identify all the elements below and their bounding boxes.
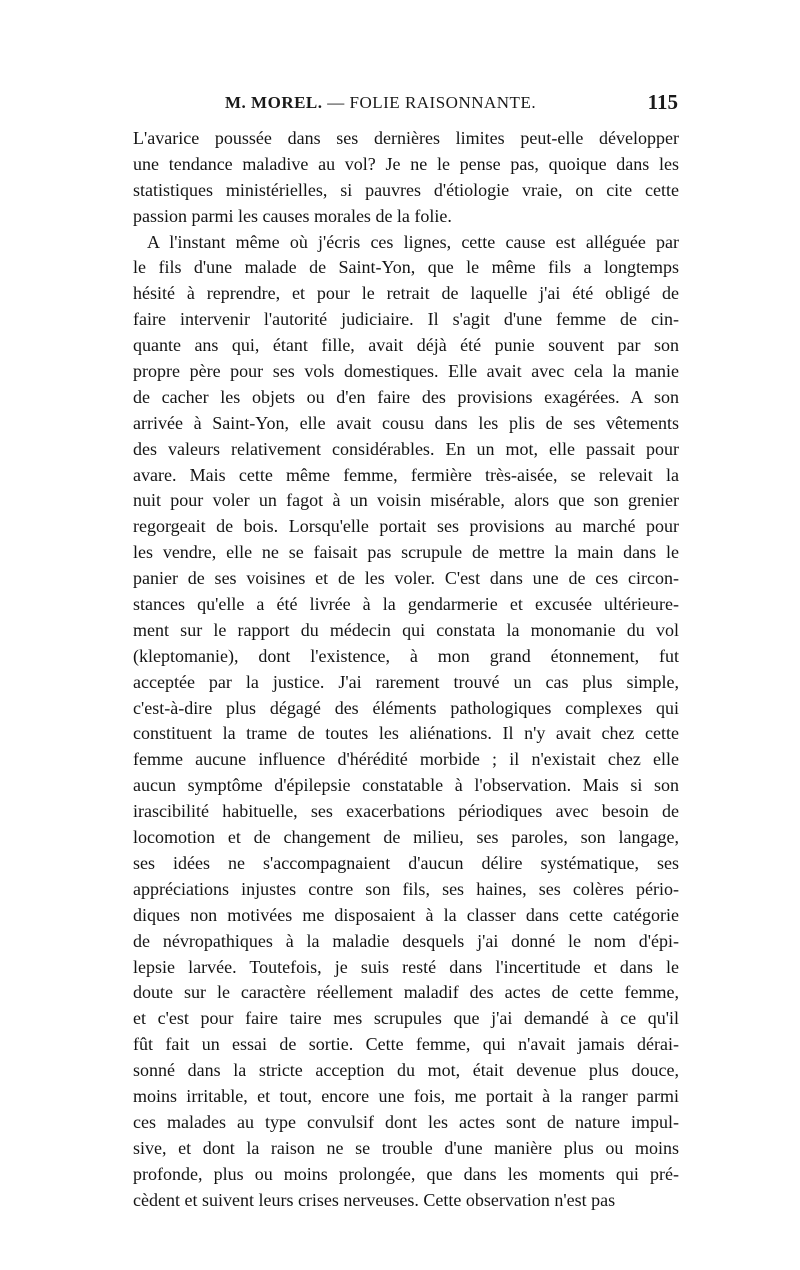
page-number: 115 [647, 90, 678, 114]
text-line: c'est-à-dire plus dégagé des éléments pathologiques complexes qui [133, 697, 679, 718]
header-title: FOLIE RAISONNANTE. [349, 93, 537, 112]
text-line: moins irritable, et tout, encore une fois, me portait à la ranger parmi [133, 1085, 679, 1106]
text-line: panier de ses voisines et de les voler. C'est dans une de ces circon- [133, 568, 679, 589]
text-line: de cacher les objets ou d'en faire des provisions exagérées. A son [133, 386, 679, 407]
text-line: propre père pour ses vols domestiques. Elle avait avec cela la manie [133, 361, 679, 382]
running-header [225, 90, 680, 120]
text-line: nuit pour voler un fagot à un voisin misérable, alors que son grenier [133, 490, 679, 511]
text-line: (kleptomanie), dont l'existence, à mon grand étonnement, fut [133, 645, 679, 666]
body-text [133, 126, 679, 1213]
text-line: de névropathiques à la maladie desquels j'ai donné le nom d'épi- [133, 930, 679, 951]
text-line: acceptée par la justice. J'ai rarement trouvé un cas plus simple, [133, 671, 679, 692]
text-line: doute sur le caractère réellement maladif des actes de cette femme, [133, 982, 679, 1003]
text-line: arrivée à Saint-Yon, elle avait cousu dans les plis de ses vêtements [133, 412, 679, 433]
text-line: statistiques ministérielles, si pauvres d'étiologie vraie, on cite cette [133, 179, 679, 200]
text-line: appréciations injustes contre son fils, ses haines, ses colères pério- [133, 878, 679, 899]
text-line: ment sur le rapport du médecin qui constata la monomanie du vol [133, 619, 679, 640]
text-line: regorgeait de bois. Lorsqu'elle portait ses provisions au marché pour [133, 516, 679, 537]
text-line: sonné dans la stricte acception du mot, était devenue plus douce, [133, 1060, 679, 1081]
paragraph [133, 126, 679, 230]
text-line: le fils d'une malade de Saint-Yon, que le même fils a longtemps [133, 257, 679, 278]
text-line: et c'est pour faire taire mes scrupules que j'ai demandé à ce qu'il [133, 1008, 679, 1029]
text-line: fût fait un essai de sortie. Cette femme, qui n'avait jamais dérai- [133, 1034, 679, 1055]
text-line: lepsie larvée. Toutefois, je suis resté dans l'incertitude et dans le [133, 956, 679, 977]
text-line: avare. Mais cette même femme, fermière très-aisée, se relevait la [133, 464, 679, 485]
text-line: A l'instant même où j'écris ces lignes, cette cause est alléguée par [147, 231, 679, 252]
header-dash: — [327, 93, 345, 112]
text-line: diques non motivées me disposaient à la classer dans cette catégorie [133, 904, 679, 925]
running-title [225, 93, 536, 113]
text-line: une tendance maladive au vol? Je ne le pense pas, quoique dans les [133, 153, 679, 174]
text-line: femme aucune influence d'hérédité morbide ; il n'existait chez elle [133, 749, 679, 770]
text-line: passion parmi les causes morales de la folie. [133, 205, 452, 226]
text-line: profonde, plus ou moins prolongée, que dans les moments qui pré- [133, 1163, 679, 1184]
text-line: cèdent et suivent leurs crises nerveuses. Cette observation n'est pas [133, 1189, 616, 1210]
text-line: hésité à reprendre, et pour le retrait de laquelle j'ai été obligé de [133, 283, 679, 304]
paragraph [133, 230, 679, 1214]
text-line: stances qu'elle a été livrée à la gendarmerie et excusée ultérieure- [133, 594, 679, 615]
header-author: M. MOREL. [225, 93, 323, 112]
text-line: L'avarice poussée dans ses dernières limites peut-elle développer [133, 128, 679, 148]
text-line: ses idées ne s'accompagnaient d'aucun délire systématique, ses [133, 852, 679, 873]
text-line: quante ans qui, étant fille, avait déjà été punie souvent par son [133, 335, 679, 356]
text-line: locomotion et de changement de milieu, ses paroles, son langage, [133, 827, 679, 848]
text-line: faire intervenir l'autorité judiciaire. Il s'agit d'une femme de cin- [133, 309, 679, 330]
text-line: irascibilité habituelle, ses exacerbations périodiques avec besoin de [133, 801, 679, 822]
text-line: aucun symptôme d'épilepsie constatable à l'observation. Mais si son [133, 775, 679, 796]
text-line: sive, et dont la raison ne se trouble d'une manière plus ou moins [133, 1137, 679, 1158]
text-line: ces malades au type convulsif dont les actes sont de nature impul- [133, 1111, 679, 1132]
text-line: des valeurs relativement considérables. En un mot, elle passait pour [133, 438, 679, 459]
text-line: constituent la trame de toutes les aliénations. Il n'y avait chez cette [133, 723, 679, 744]
text-line: les vendre, elle ne se faisait pas scrupule de mettre la main dans le [133, 542, 679, 563]
